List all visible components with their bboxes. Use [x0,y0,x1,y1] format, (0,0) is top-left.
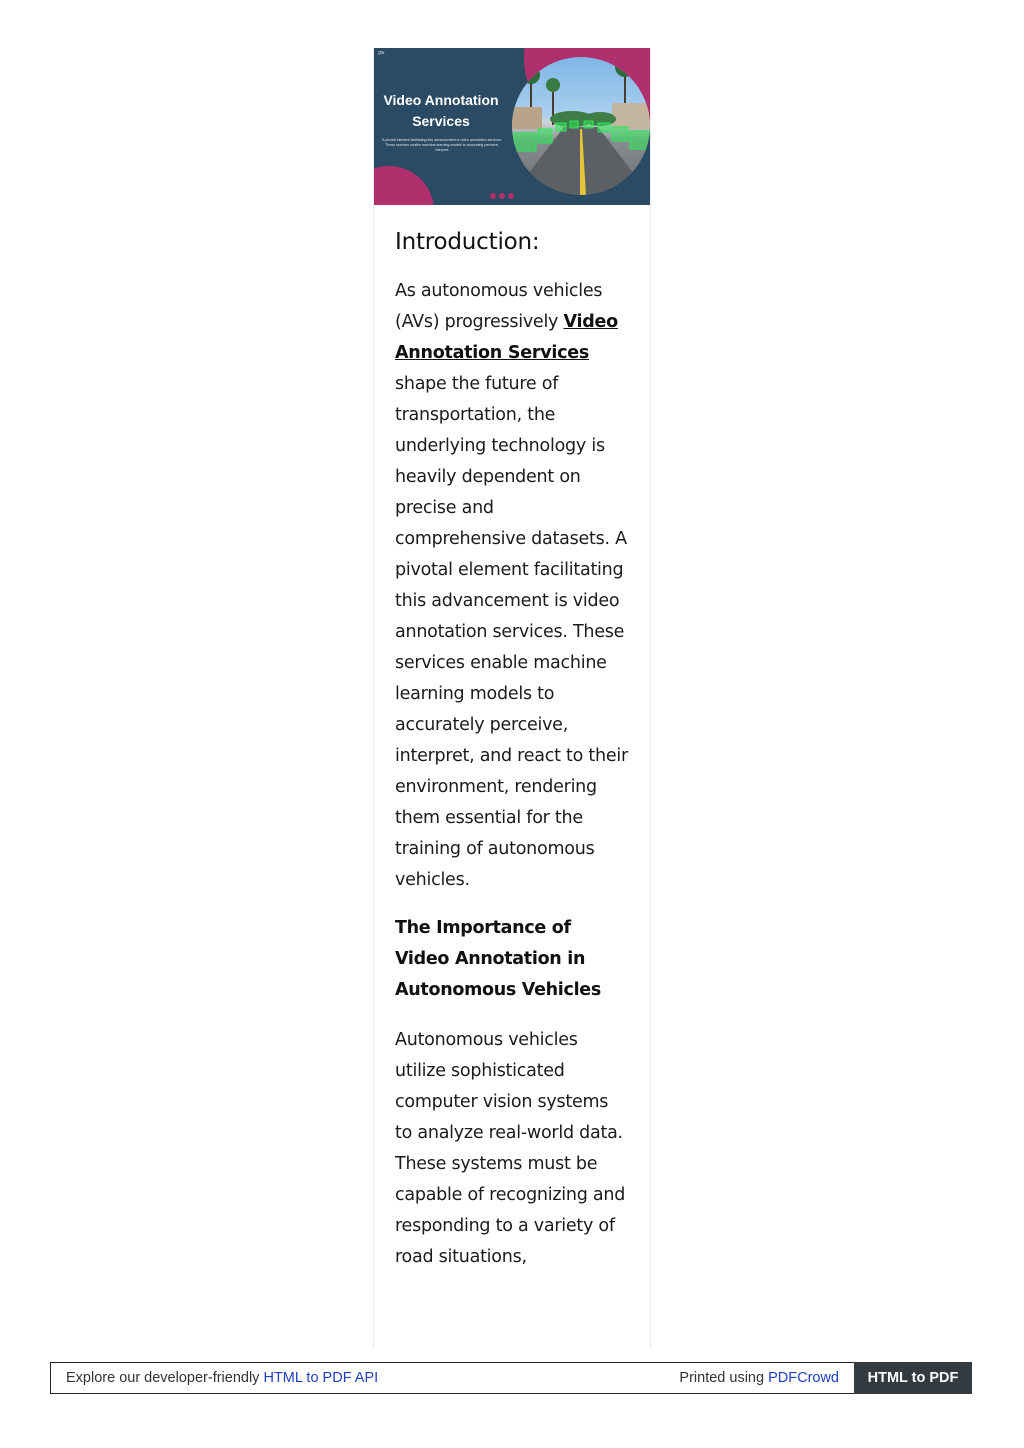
dot-icon [490,193,496,199]
hero-subtitle: A pivotal element facilitating this advancement is video annotation services. These services enable machine learning models to accurately perceive, interpret. [382,138,502,152]
pdfcrowd-link[interactable]: PDFCrowd [768,1370,839,1386]
intro-paragraph [395,276,629,896]
dot-icon [508,193,514,199]
hero-title-line: Video Annotation [383,92,499,108]
hero-title [374,90,508,132]
paragraph-text: As autonomous vehicles (AVs) progressively [395,281,603,332]
hero-banner-image [374,48,651,205]
pdfcrowd-footer-bar [50,1362,972,1394]
hero-title-line: Services [412,113,470,129]
footer-text: Printed using [679,1370,769,1386]
article-card [373,48,651,1348]
decorative-blob [374,166,434,205]
street-photo-circle [512,57,650,195]
footer-explore [51,1370,679,1386]
paragraph-text: shape the future of transportation, the underlying technology is heavily dependent on precise and comprehensive datasets. A pivotal element facilitating this advancement is video annotation services. These services enable machine learning models to accurately perceive, interpret, and react to their environment, rendering them essential for the training of autonomous vehicles. [395,374,628,890]
footer-printed [679,1370,854,1386]
article-content [374,205,650,1273]
video-annotation-services-link[interactable]: Video Annotation Services [395,312,618,363]
carousel-dots [490,193,514,199]
hero-tag: gw [378,50,385,56]
html-to-pdf-button[interactable]: HTML to PDF [854,1362,972,1394]
footer-text: Explore our developer-friendly [66,1370,264,1386]
html-to-pdf-api-link[interactable]: HTML to PDF API [263,1370,379,1386]
dot-icon [499,193,505,199]
section-heading: Introduction: [395,229,540,255]
street-scene-illustration [512,57,650,195]
subsection-heading: The Importance of Video Annotation in Autonomous Vehicles [395,918,601,1000]
body-paragraph: Autonomous vehicles utilize sophisticated computer vision systems to analyze real-world data. These systems must be capable of recognizing and responding to a variety of road situations, [395,1030,626,1267]
